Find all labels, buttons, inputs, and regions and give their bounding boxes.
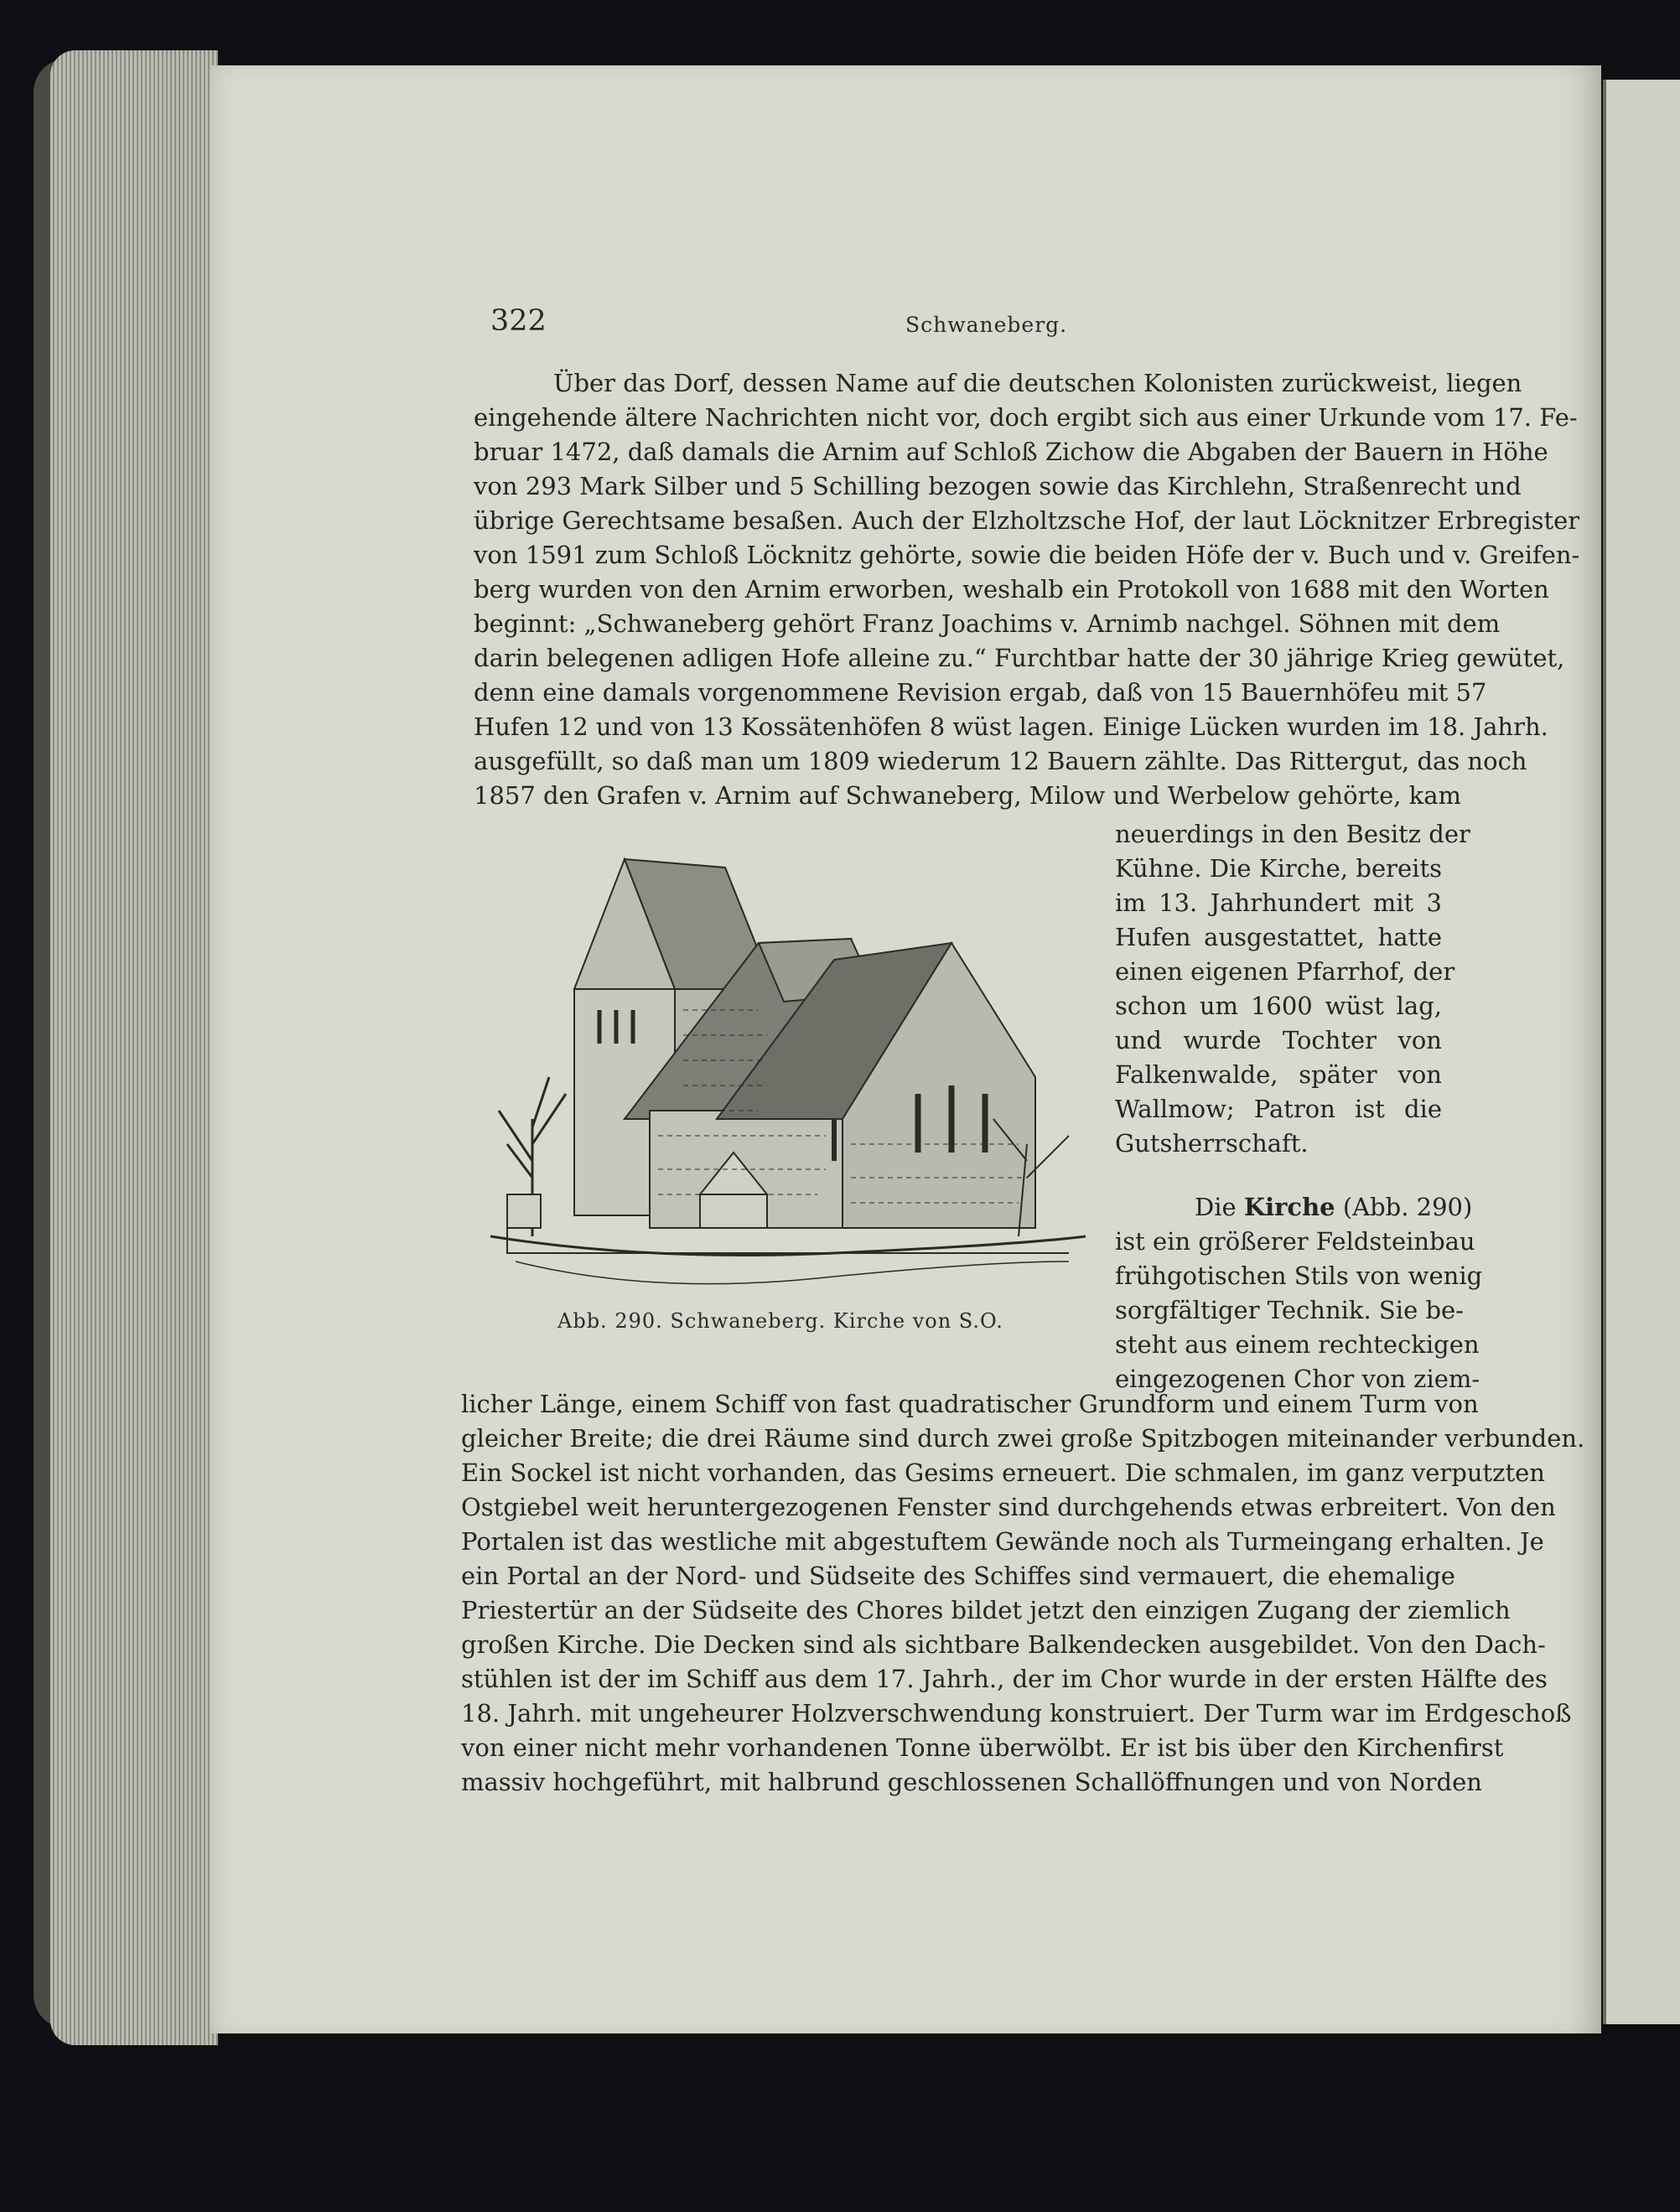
text-line: Hufen ausgestattet, hatte bbox=[1115, 923, 1442, 951]
text-line: von einer nicht mehr vorhandenen Tonne überwölbt. Er ist bis über den Kirchenfirst bbox=[461, 1733, 1504, 1762]
text-line: schon um 1600 wüst lag, bbox=[1115, 992, 1442, 1020]
text-line: Ostgiebel weit heruntergezogenen Fenster sind durchgehends etwas erbreitert. Von den bbox=[461, 1493, 1556, 1521]
church-illustration bbox=[482, 842, 1094, 1295]
text-line: frühgotischen Stils von wenig bbox=[1115, 1261, 1483, 1290]
paragraph-village-history bbox=[474, 366, 1580, 813]
text-line: Gutsherrschaft. bbox=[1115, 1129, 1309, 1158]
text-line: ein Portal an der Nord- und Südseite des Schiffes sind vermauert, die ehemalige bbox=[461, 1562, 1455, 1590]
text-line: ausgefüllt, so daß man um 1809 wiederum 12 Bauern zählte. Das Rittergut, das noch bbox=[474, 747, 1527, 775]
text-line: Über das Dorf, dessen Name auf die deutschen Kolonisten zurückweist, liegen bbox=[553, 369, 1522, 397]
text-line: eingezogenen Chor von ziem- bbox=[1115, 1365, 1480, 1393]
text-line: 18. Jahrh. mit ungeheurer Holzverschwendung konstruiert. Der Turm war im Erdgeschoß bbox=[461, 1699, 1572, 1728]
figure-caption: Abb. 290. Schwaneberg. Kirche von S.O. bbox=[557, 1309, 1003, 1333]
text-line: von 293 Mark Silber und 5 Schilling bezogen sowie das Kirchlehn, Straßenrecht und bbox=[474, 472, 1522, 500]
text-line: Hufen 12 und von 13 Kossätenhöfen 8 wüst lagen. Einige Lücken wurden im 18. Jahrh. bbox=[474, 712, 1548, 741]
text-line: Kühne. Die Kirche, bereits bbox=[1115, 854, 1442, 883]
facing-page-edge bbox=[1603, 80, 1680, 2024]
text-line: Ein Sockel ist nicht vorhanden, das Gesims erneuert. Die schmalen, im ganz verputzten bbox=[461, 1458, 1545, 1487]
text-line: sorgfältiger Technik. Sie be- bbox=[1115, 1296, 1464, 1324]
text-line: massiv hochgeführt, mit halbrund geschlossenen Schallöffnungen und von Norden bbox=[461, 1768, 1482, 1796]
paragraph-church-side bbox=[1115, 1190, 1483, 1396]
text-line: neuerdings in den Besitz der bbox=[1115, 820, 1470, 848]
text-line: übrige Gerechtsame besaßen. Auch der Elzholtzsche Hof, der laut Löcknitzer Erbregister bbox=[474, 506, 1580, 535]
paragraph-side-column bbox=[1115, 817, 1470, 1161]
text-line: und wurde Tochter von bbox=[1115, 1026, 1442, 1054]
text-line: Portalen ist das westliche mit abgestuftem Gewände noch als Turmeingang erhalten. Je bbox=[461, 1527, 1544, 1556]
text-line: stühlen ist der im Schiff aus dem 17. Jahrh., der im Chor wurde in der ersten Hälfte des bbox=[461, 1665, 1548, 1693]
paragraph-church-description bbox=[461, 1387, 1585, 1800]
church-keyword: Kirche bbox=[1243, 1193, 1335, 1221]
text-line: licher Länge, einem Schiff von fast quadratischer Grundform und einem Turm von bbox=[461, 1390, 1479, 1418]
page-number: 322 bbox=[490, 304, 547, 338]
text-line: berg wurden von den Arnim erworben, weshalb ein Protokoll von 1688 mit den Worten bbox=[474, 575, 1549, 604]
text-line: darin belegenen adligen Hofe alleine zu.“ Furchtbar hatte der 30 jährige Krieg gewütet, bbox=[474, 644, 1565, 672]
running-head bbox=[0, 304, 1677, 346]
text-line: bruar 1472, daß damals die Arnim auf Schloß Zichow die Abgaben der Bauern in Höhe bbox=[474, 438, 1548, 466]
text-line: 1857 den Grafen v. Arnim auf Schwaneberg, Milow und Werbelow gehörte, kam bbox=[474, 781, 1462, 810]
text-line: steht aus einem rechteckigen bbox=[1115, 1330, 1480, 1359]
text-line: im 13. Jahrhundert mit 3 bbox=[1115, 888, 1442, 917]
text-line: Wallmow; Patron ist die bbox=[1115, 1095, 1442, 1123]
text-line: eingehende ältere Nachrichten nicht vor, doch ergibt sich aus einer Urkunde vom 17. Fe- bbox=[474, 403, 1578, 432]
text-line: denn eine damals vorgenommene Revision ergab, daß von 15 Bauernhöfeu mit 57 bbox=[474, 678, 1487, 707]
text-line: beginnt: „Schwaneberg gehört Franz Joachims v. Arnimb nachgel. Söhnen mit dem bbox=[474, 609, 1501, 638]
text-line: von 1591 zum Schloß Löcknitz gehörte, sowie die beiden Höfe der v. Buch und v. Greifen- bbox=[474, 541, 1580, 569]
text-line: ist ein größerer Feldsteinbau bbox=[1115, 1227, 1475, 1256]
church-lead-line: Die Kirche (Abb. 290) bbox=[1195, 1193, 1473, 1221]
text-line: gleicher Breite; die drei Räume sind durch zwei große Spitzbogen miteinander verbunden. bbox=[461, 1424, 1585, 1453]
text-line: großen Kirche. Die Decken sind als sichtbare Balkendecken ausgebildet. Von den Dach- bbox=[461, 1630, 1546, 1659]
text-line: Falkenwalde, später von bbox=[1115, 1060, 1442, 1089]
text-line: Priestertür an der Südseite des Chores bildet jetzt den einzigen Zugang der ziemlich bbox=[461, 1596, 1511, 1624]
page-edges bbox=[50, 50, 218, 2045]
text-line: einen eigenen Pfarrhof, der bbox=[1115, 957, 1455, 986]
running-title: Schwaneberg. bbox=[905, 313, 1068, 337]
